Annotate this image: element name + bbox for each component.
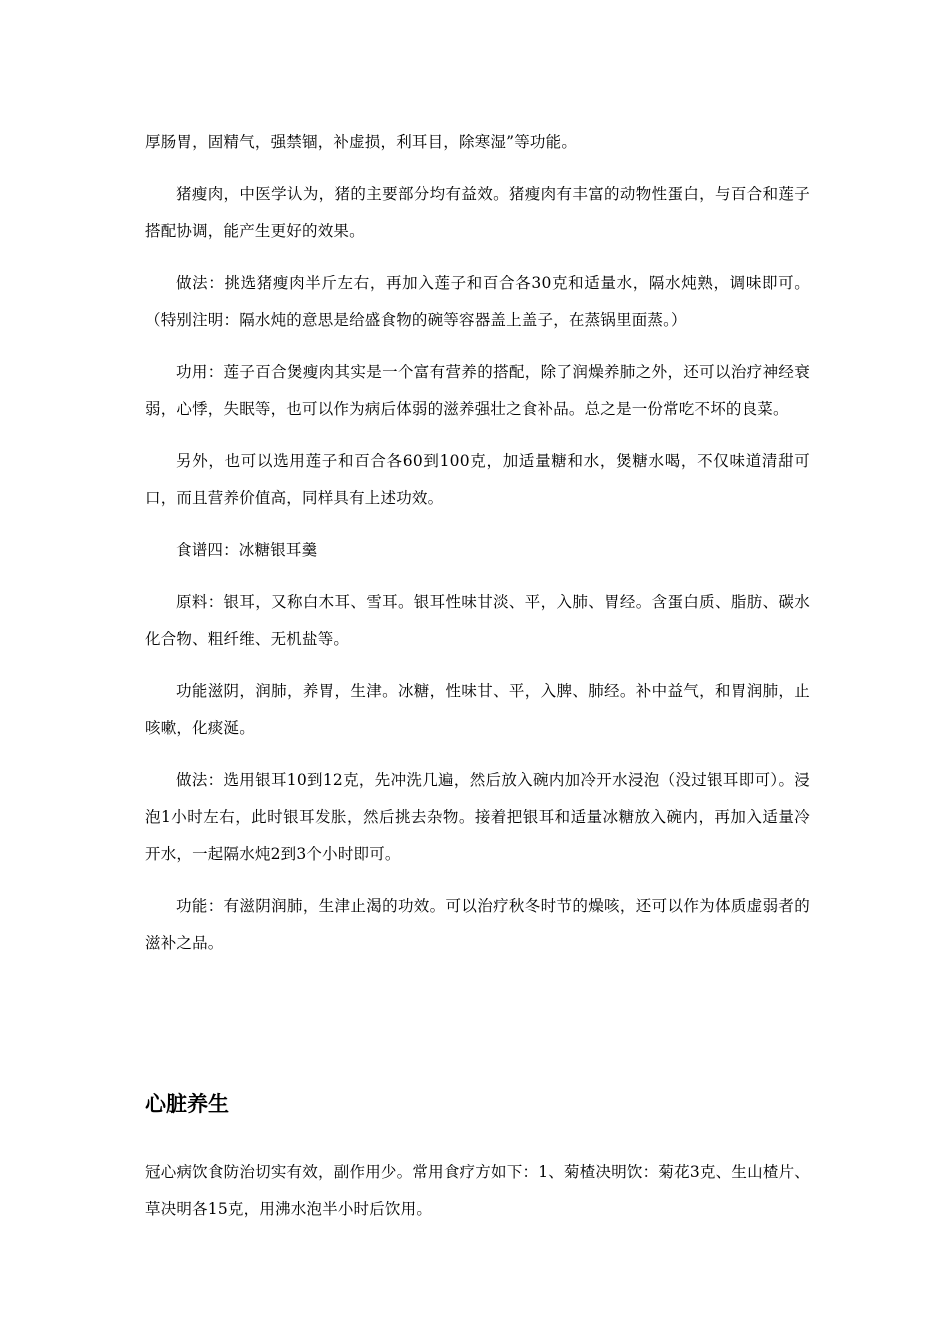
paragraph-benefit-pork: 功用：莲子百合煲瘦肉其实是一个富有营养的搭配，除了润燥养肺之外，还可以治疗神经衰弱，心悸，失眠等，也可以作为病后体弱的滋养强壮之食补品。总之是一份常吃不坏的良菜。 (145, 363, 810, 418)
section-body (145, 1154, 810, 1243)
section-heading: 心脏养生 (145, 1092, 229, 1116)
body-text-block (145, 124, 810, 977)
paragraph-effect: 功能：有滋阴润肺，生津止渴的功效。可以治疗秋冬时节的燥咳，还可以作为体质虚弱者的滋补之品。 (145, 897, 810, 952)
paragraph-heart-diet: 冠心病饮食防治切实有效，副作用少。常用食疗方如下：1、菊楂决明饮：菊花3克、生山楂片、草决明各15克，用沸水泡半小时后饮用。 (145, 1163, 810, 1218)
paragraph-alternative: 另外，也可以选用莲子和百合各60到100克，加适量糖和水，煲糖水喝，不仅味道清甜可口，而且营养价值高，同样具有上述功效。 (145, 452, 810, 507)
paragraph-lean-pork: 猪瘦肉，中医学认为，猪的主要部分均有益效。猪瘦肉有丰富的动物性蛋白，与百合和莲子搭配协调，能产生更好的效果。 (145, 185, 810, 240)
paragraph-method-soup: 做法：选用银耳10到12克，先冲洗几遍，然后放入碗内加冷开水浸泡（没过银耳即可）。浸泡1小时左右，此时银耳发胀，然后挑去杂物。接着把银耳和适量冰糖放入碗内，再加入适量冷开水，一起隔水炖2到3个小时即可。 (145, 771, 810, 863)
paragraph-continuation: 厚肠胃，固精气，强禁锢，补虚损，利耳目，除寒湿”等功能。 (145, 133, 578, 151)
paragraph-ingredients: 原料：银耳，又称白木耳、雪耳。银耳性味甘淡、平，入肺、胃经。含蛋白质、脂肪、碳水化合物、粗纤维、无机盐等。 (145, 593, 810, 648)
recipe-title: 食谱四：冰糖银耳羹 (176, 541, 318, 559)
paragraph-function: 功能滋阴，润肺，养胃，生津。冰糖，性味甘、平，入脾、肺经。补中益气，和胃润肺，止咳嗽，化痰涎。 (145, 682, 810, 737)
paragraph-method-pork: 做法：挑选猪瘦肉半斤左右，再加入莲子和百合各30克和适量水，隔水炖熟，调味即可。（特别注明：隔水炖的意思是给盛食物的碗等容器盖上盖子，在蒸锅里面蒸。） (145, 274, 810, 329)
